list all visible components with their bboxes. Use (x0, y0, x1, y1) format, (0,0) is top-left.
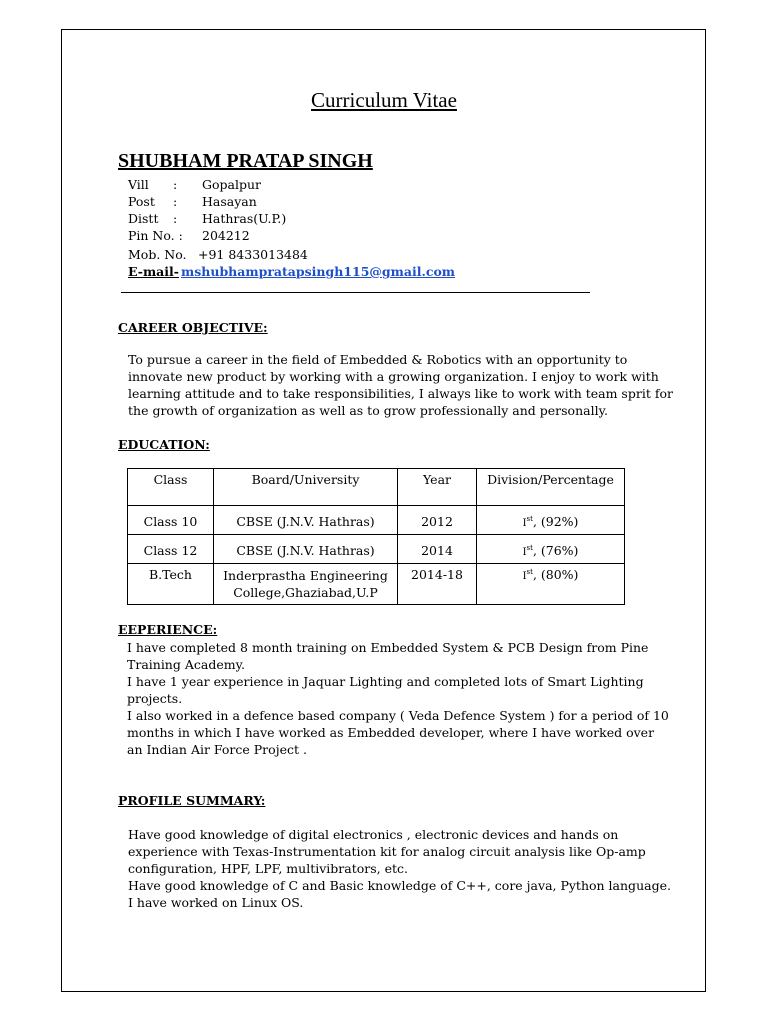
profile-line: Have good knowledge of C and Basic knowledge of C++, core java, Python language. (128, 878, 671, 893)
table-cell: CBSE (J.N.V. Hathras) (214, 535, 398, 564)
profile-line: configuration, HPF, LPF, multivibrators, etc. (128, 861, 408, 876)
address-label: Post (128, 194, 155, 209)
address-sep: : (173, 211, 178, 226)
career-line: the growth of organization as well as to grow professionally and personally. (128, 403, 608, 418)
profile-heading: PROFILE SUMMARY: (118, 793, 266, 808)
experience-line: projects. (127, 691, 183, 706)
table-cell: Ist, (80%) (477, 564, 625, 605)
experience-line: I have 1 year experience in Jaquar Lighting and completed lots of Smart Lighting (127, 674, 644, 689)
table-header-cell: Class (128, 469, 214, 506)
experience-line: Training Academy. (127, 657, 245, 672)
table-cell: B.Tech (128, 564, 214, 605)
table-cell: Class 10 (128, 506, 214, 535)
education-heading: EDUCATION: (118, 437, 210, 452)
table-cell: 2014 (398, 535, 477, 564)
mobile-value: +91 8433013484 (198, 247, 308, 262)
table-row (128, 506, 625, 535)
table-row (128, 564, 625, 605)
address-value: Hasayan (202, 194, 257, 209)
career-line: To pursue a career in the field of Embedded & Robotics with an opportunity to (128, 352, 628, 367)
education-table (127, 468, 625, 605)
career-line: innovate new product by working with a growing organization. I enjoy to work with (128, 369, 659, 384)
email-label: E-mail- (128, 264, 179, 279)
table-header-cell: Year (398, 469, 477, 506)
address-label: Vill (128, 177, 149, 192)
mobile-label: Mob. No. (128, 247, 187, 262)
candidate-name: SHUBHAM PRATAP SINGH (118, 150, 373, 172)
header-divider (121, 292, 590, 293)
address-sep: : (173, 177, 178, 192)
table-header-cell: Division/Percentage (477, 469, 625, 506)
address-label: Pin No. : (128, 228, 183, 243)
table-cell: Ist, (92%) (477, 506, 625, 535)
career-text (128, 351, 673, 419)
career-line: learning attitude and to take responsibilities, I always like to work with team sprit for (128, 386, 673, 401)
career-heading: CAREER OBJECTIVE: (118, 320, 268, 335)
profile-text (128, 826, 671, 911)
table-cell: Inderprastha Engineering College,Ghaziabad,U.P (214, 564, 398, 605)
table-cell: Ist, (76%) (477, 535, 625, 564)
profile-line: I have worked on Linux OS. (128, 895, 304, 910)
address-sep: : (173, 194, 178, 209)
table-cell: Class 12 (128, 535, 214, 564)
table-cell: 2012 (398, 506, 477, 535)
table-header-cell: Board/University (214, 469, 398, 506)
table-row (128, 535, 625, 564)
email-link[interactable]: mshubhampratapsingh115@gmail.com (181, 264, 456, 279)
profile-line: Have good knowledge of digital electronics , electronic devices and hands on (128, 827, 619, 842)
address-value: 204212 (202, 228, 250, 243)
profile-line: experience with Texas-Instrumentation kit for analog circuit analysis like Op-amp (128, 844, 646, 859)
page-title: Curriculum Vitae (311, 88, 457, 112)
experience-line: an Indian Air Force Project . (127, 742, 307, 757)
experience-heading: EEPERIENCE: (118, 622, 218, 637)
address-value: Hathras(U.P.) (202, 211, 287, 226)
experience-text (127, 639, 669, 758)
experience-line: months in which I have worked as Embedded developer, where I have worked over (127, 725, 655, 740)
experience-line: I have completed 8 month training on Embedded System & PCB Design from Pine (127, 640, 649, 655)
address-value: Gopalpur (202, 177, 261, 192)
address-label: Distt (128, 211, 159, 226)
table-cell: CBSE (J.N.V. Hathras) (214, 506, 398, 535)
table-header-row (128, 469, 625, 506)
experience-line: I also worked in a defence based company ( Veda Defence System ) for a period of 10 (127, 708, 669, 723)
table-cell: 2014-18 (398, 564, 477, 605)
